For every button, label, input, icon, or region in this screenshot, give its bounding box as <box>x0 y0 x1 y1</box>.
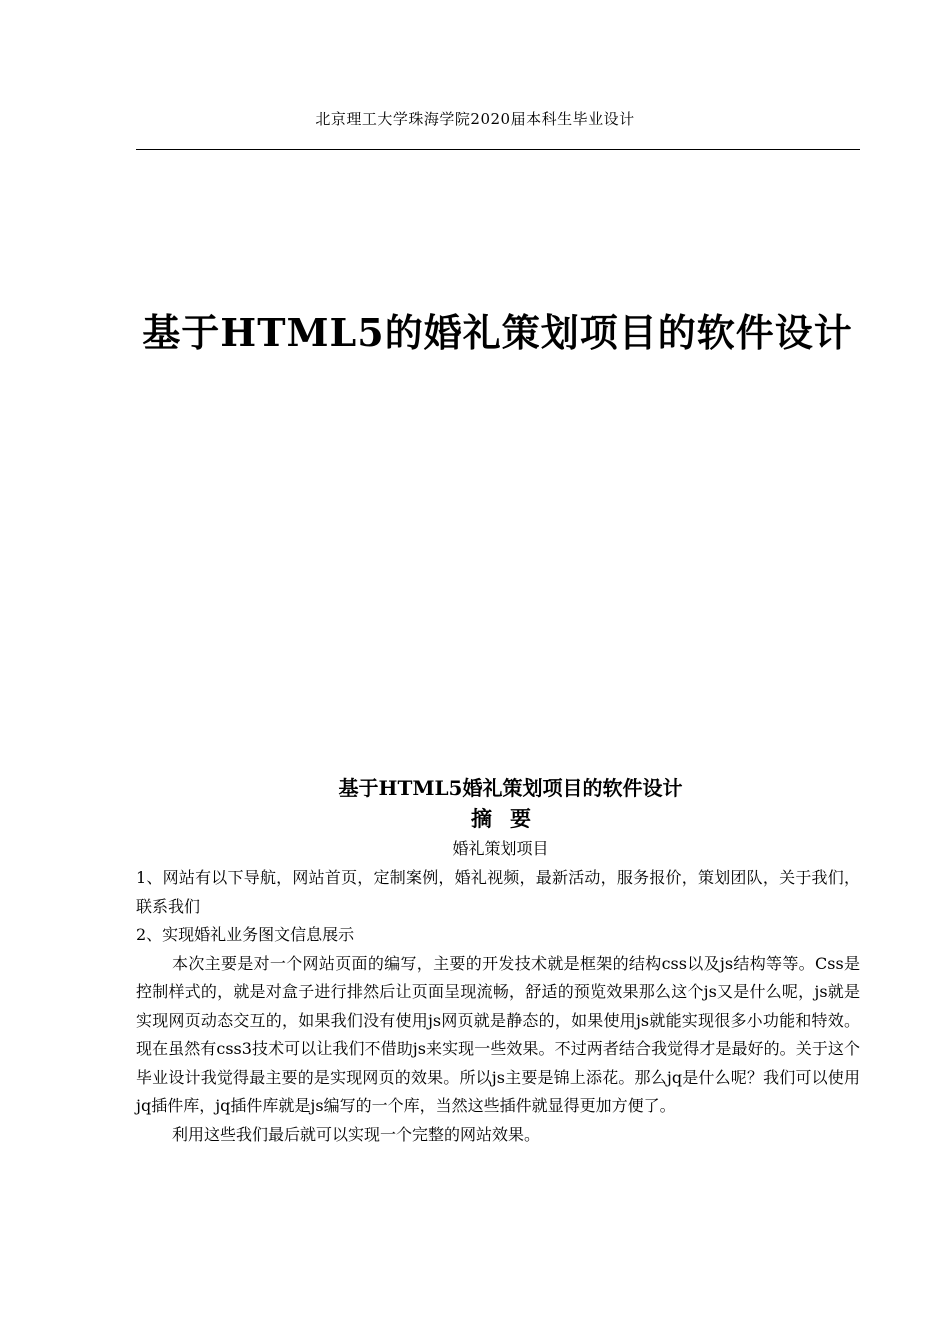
abstract-paragraph-features: 2、实现婚礼业务图文信息展示 <box>136 925 355 944</box>
header-divider <box>136 149 860 150</box>
abstract-paragraph-body: 本次主要是对一个网站页面的编写，主要的开发技术就是框架的结构css以及js结构等等。Css是控制样式的，就是对盒子进行排然后让页面呈现流畅，舒适的预览效果那么这个js又是什么呢，js就是实现网页动态交互的，如果我们没有使用js网页就是静态的，如果使用js就能实现很多小功能和特效。现在虽然有css3技术可以让我们不借助js来实现一些效果。不过两者结合我觉得才是最好的。关于这个毕业设计我觉得最主要的是实现网页的效果。所以js主要是锦上添花。那么jq是什么呢？我们可以使用jq插件库，jq插件库就是js编写的一个库，当然这些插件就显得更加方便了。 <box>136 953 860 1115</box>
abstract-title: 基于HTML5婚礼策划项目的软件设计 <box>338 776 683 800</box>
cover-title: 基于HTML5的婚礼策划项目的软件设计 <box>142 310 853 355</box>
abstract-paragraph-conclusion: 利用这些我们最后就可以实现一个完整的网站效果。 <box>172 1124 541 1144</box>
abstract-section <box>136 772 860 1149</box>
abstract-subtitle: 婚礼策划项目 <box>452 839 549 858</box>
abstract-heading: 摘要 <box>471 806 549 831</box>
running-header: 北京理工大学珠海学院2020届本科生毕业设计 <box>315 110 635 128</box>
abstract-paragraph-navigation: 1、网站有以下导航，网站首页，定制案例，婚礼视频，最新活动，服务报价，策划团队，关于我们，联系我们 <box>136 868 860 916</box>
